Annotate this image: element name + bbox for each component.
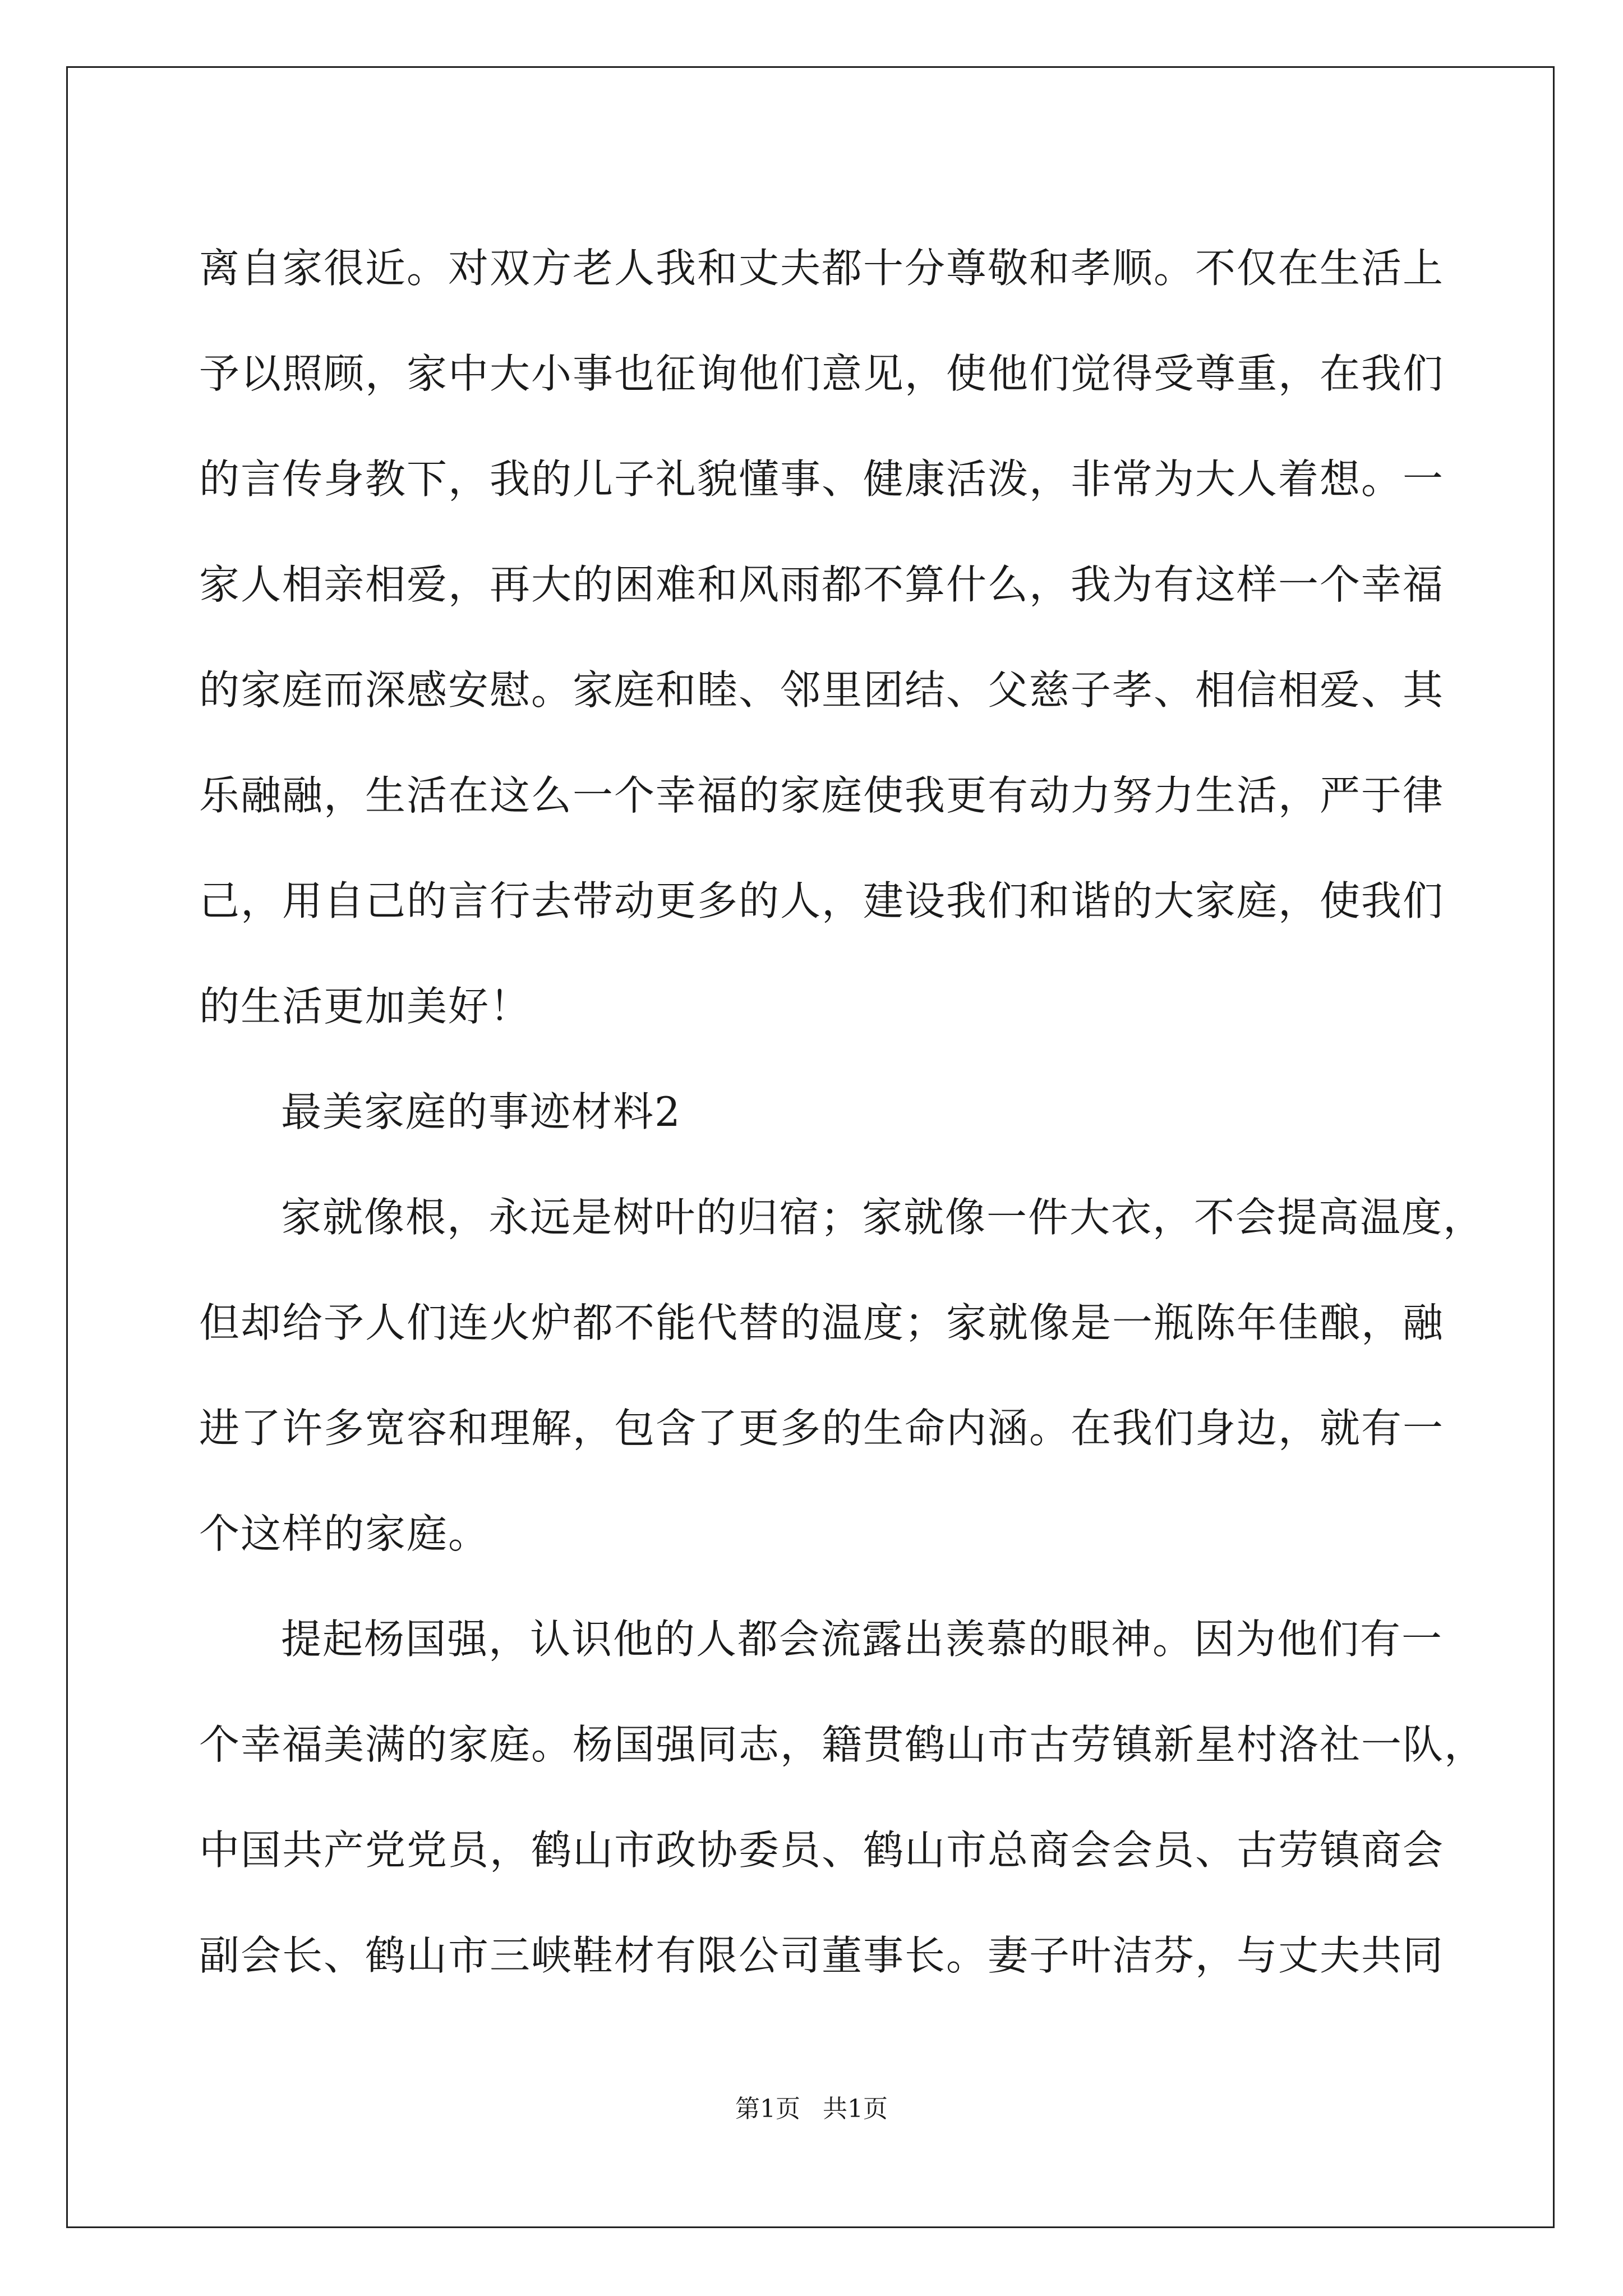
paragraph-line: 家人相亲相爱，再大的困难和风雨都不算什么，我为有这样一个幸福	[199, 561, 1445, 608]
paragraph-line: 家就像根，永远是树叶的归宿；家就像一件大衣，不会提高温度，	[281, 1194, 1485, 1241]
paragraph-line: 的生活更加美好！	[199, 983, 532, 1030]
paragraph-line: 进了许多宽容和理解，包含了更多的生命内涵。在我们身边，就有一	[199, 1405, 1445, 1452]
paragraph-line: 乐融融，生活在这么一个幸福的家庭使我更有动力努力生活，严于律	[199, 772, 1445, 819]
paragraph-line: 的言传身教下，我的儿子礼貌懂事、健康活泼，非常为大人着想。一	[199, 455, 1445, 503]
paragraph-line: 己，用自己的言行去带动更多的人，建设我们和谐的大家庭，使我们	[199, 877, 1445, 924]
paragraph-line: 予以照顾，家中大小事也征询他们意见，使他们觉得受尊重，在我们	[199, 350, 1445, 397]
paragraph-line: 个这样的家庭。	[199, 1510, 490, 1557]
document-body	[199, 215, 1486, 2008]
paragraph-line: 的家庭而深感安慰。家庭和睦、邻里团结、父慈子孝、相信相爱、其	[199, 666, 1445, 714]
paragraph-line: 离自家很近。对双方老人我和丈夫都十分尊敬和孝顺。不仅在生活上	[199, 245, 1445, 292]
page-number: 第1页	[735, 2095, 800, 2123]
paragraph-line: 中国共产党党员，鹤山市政协委员、鹤山市总商会会员、古劳镇商会	[199, 1826, 1445, 1874]
page-footer	[0, 2092, 1623, 2126]
section-heading: 最美家庭的事迹材料2	[281, 1088, 681, 1135]
paragraph-line: 副会长、鹤山市三峡鞋材有限公司董事长。妻子叶洁芬，与丈夫共同	[199, 1932, 1445, 1979]
total-pages: 共1页	[823, 2095, 888, 2123]
paragraph-line: 提起杨国强，认识他的人都会流露出羡慕的眼神。因为他们有一	[281, 1616, 1444, 1663]
paragraph-line: 个幸福美满的家庭。杨国强同志，籍贯鹤山市古劳镇新星村洛社一队，	[199, 1721, 1486, 1768]
paragraph-line: 但却给予人们连火炉都不能代替的温度；家就像是一瓶陈年佳酿，融	[199, 1299, 1445, 1346]
